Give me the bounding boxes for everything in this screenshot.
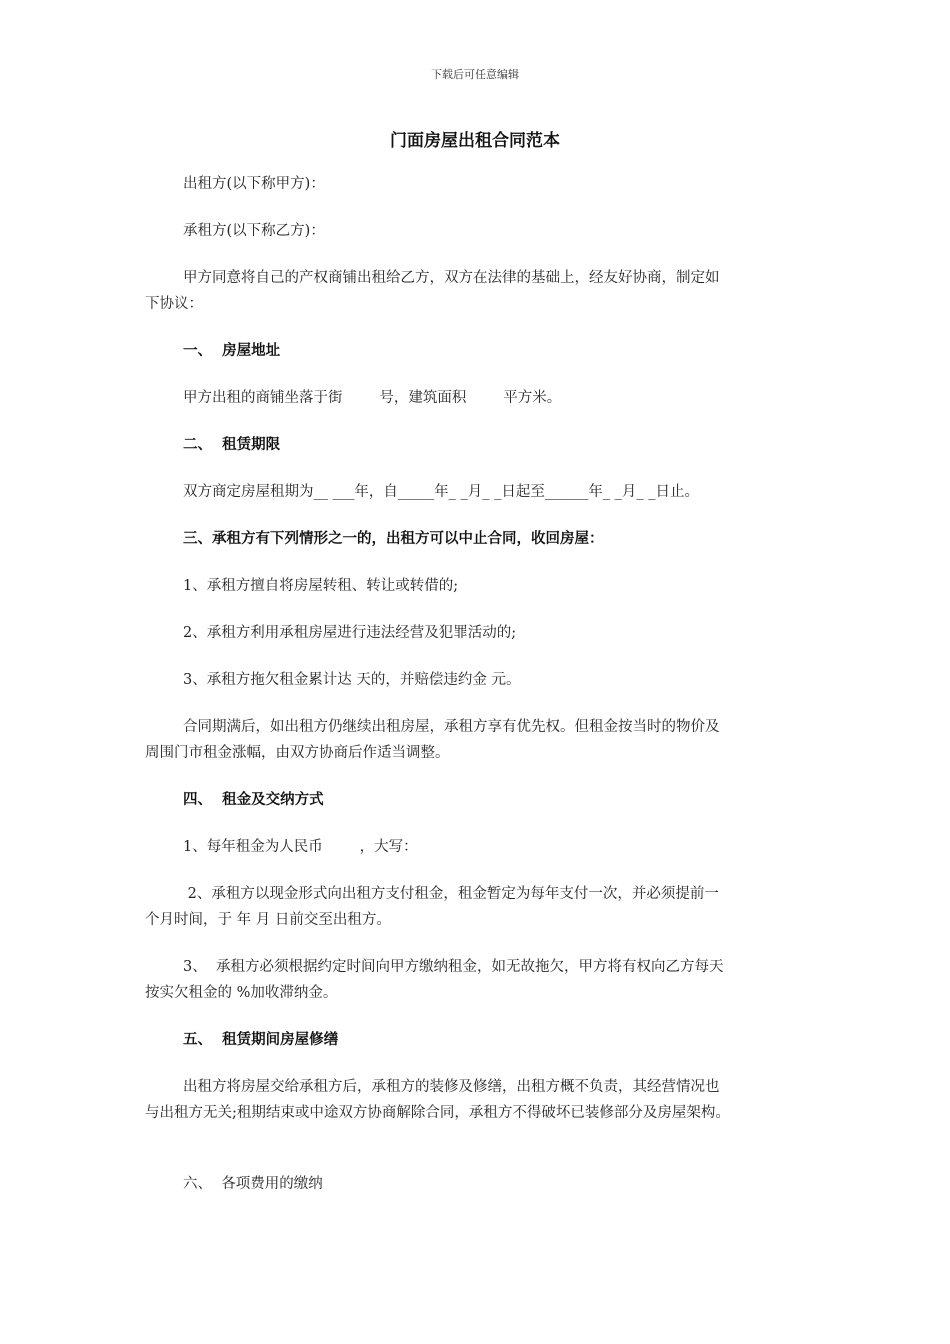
payment-method-line-2: 个月时间，于 年 月 日前交至出租方。 xyxy=(145,912,391,928)
document-title: 门面房屋出租合同范本 xyxy=(390,131,560,151)
renewal-paragraph-line-1: 合同期满后，如出租方仍继续出租房屋，承租方享有优先权。但租金按当时的物价及 xyxy=(183,719,720,735)
repair-paragraph-line-2: 与出租方无关;租期结束或中途双方协商解除合同，承租方不得破坏已装修部分及房屋架构。 xyxy=(145,1105,730,1121)
termination-clause-1: 1、承租方擅自将房屋转租、转让或转借的; xyxy=(183,578,459,594)
section-1-heading: 一、 房屋地址 xyxy=(183,342,281,359)
termination-clause-2: 2、承租方利用承租房屋进行违法经营及犯罪活动的; xyxy=(183,625,517,641)
section-6-heading: 六、 各项费用的缴纳 xyxy=(183,1176,323,1192)
payment-method-line-1: 2、承租方以现金形式向出租方支付租金，租金暂定为每年支付一次，并必须提前一 xyxy=(183,886,719,902)
repair-paragraph-line-1: 出租方将房屋交给承租方后，承租方的装修及修缮，出租方概不负责，其经营情况也 xyxy=(183,1079,720,1095)
termination-clause-3: 3、承租方拖欠租金累计达 天的，并赔偿违约金 元。 xyxy=(183,672,521,688)
property-address-line: 甲方出租的商铺坐落于街 号，建筑面积 平方米。 xyxy=(183,390,562,406)
rent-amount-line: 1、每年租金为人民币 ，大写： xyxy=(183,839,418,855)
lessee-line: 承租方(以下称乙方)： xyxy=(183,223,325,239)
lease-term-line: 双方商定房屋租期为__ ___年，自_____年_ _月_ _日起至______年_ _月_ _日止。 xyxy=(183,484,700,500)
late-fee-line-1: 3、 承租方必须根据约定时间向甲方缴纳租金，如无故拖欠，甲方将有权向乙方每天 xyxy=(183,959,724,975)
late-fee-line-2: 按实欠租金的 %加收滞纳金。 xyxy=(145,985,338,1001)
renewal-paragraph-line-2: 周围门市租金涨幅，由双方协商后作适当调整。 xyxy=(145,745,450,761)
section-3-heading: 三、承租方有下列情形之一的，出租方可以中止合同，收回房屋： xyxy=(183,530,604,547)
section-2-heading: 二、 租赁期限 xyxy=(183,436,281,453)
intro-paragraph-line-1: 甲方同意将自己的产权商铺出租给乙方，双方在法律的基础上，经友好协商，制定如 xyxy=(183,270,720,286)
header-note: 下载后可任意编辑 xyxy=(431,68,519,81)
section-4-heading: 四、 租金及交纳方式 xyxy=(183,791,324,808)
lessor-line: 出租方(以下称甲方)： xyxy=(183,176,325,192)
intro-paragraph-line-2: 下协议： xyxy=(145,296,203,312)
section-5-heading: 五、 租赁期间房屋修缮 xyxy=(183,1031,339,1048)
